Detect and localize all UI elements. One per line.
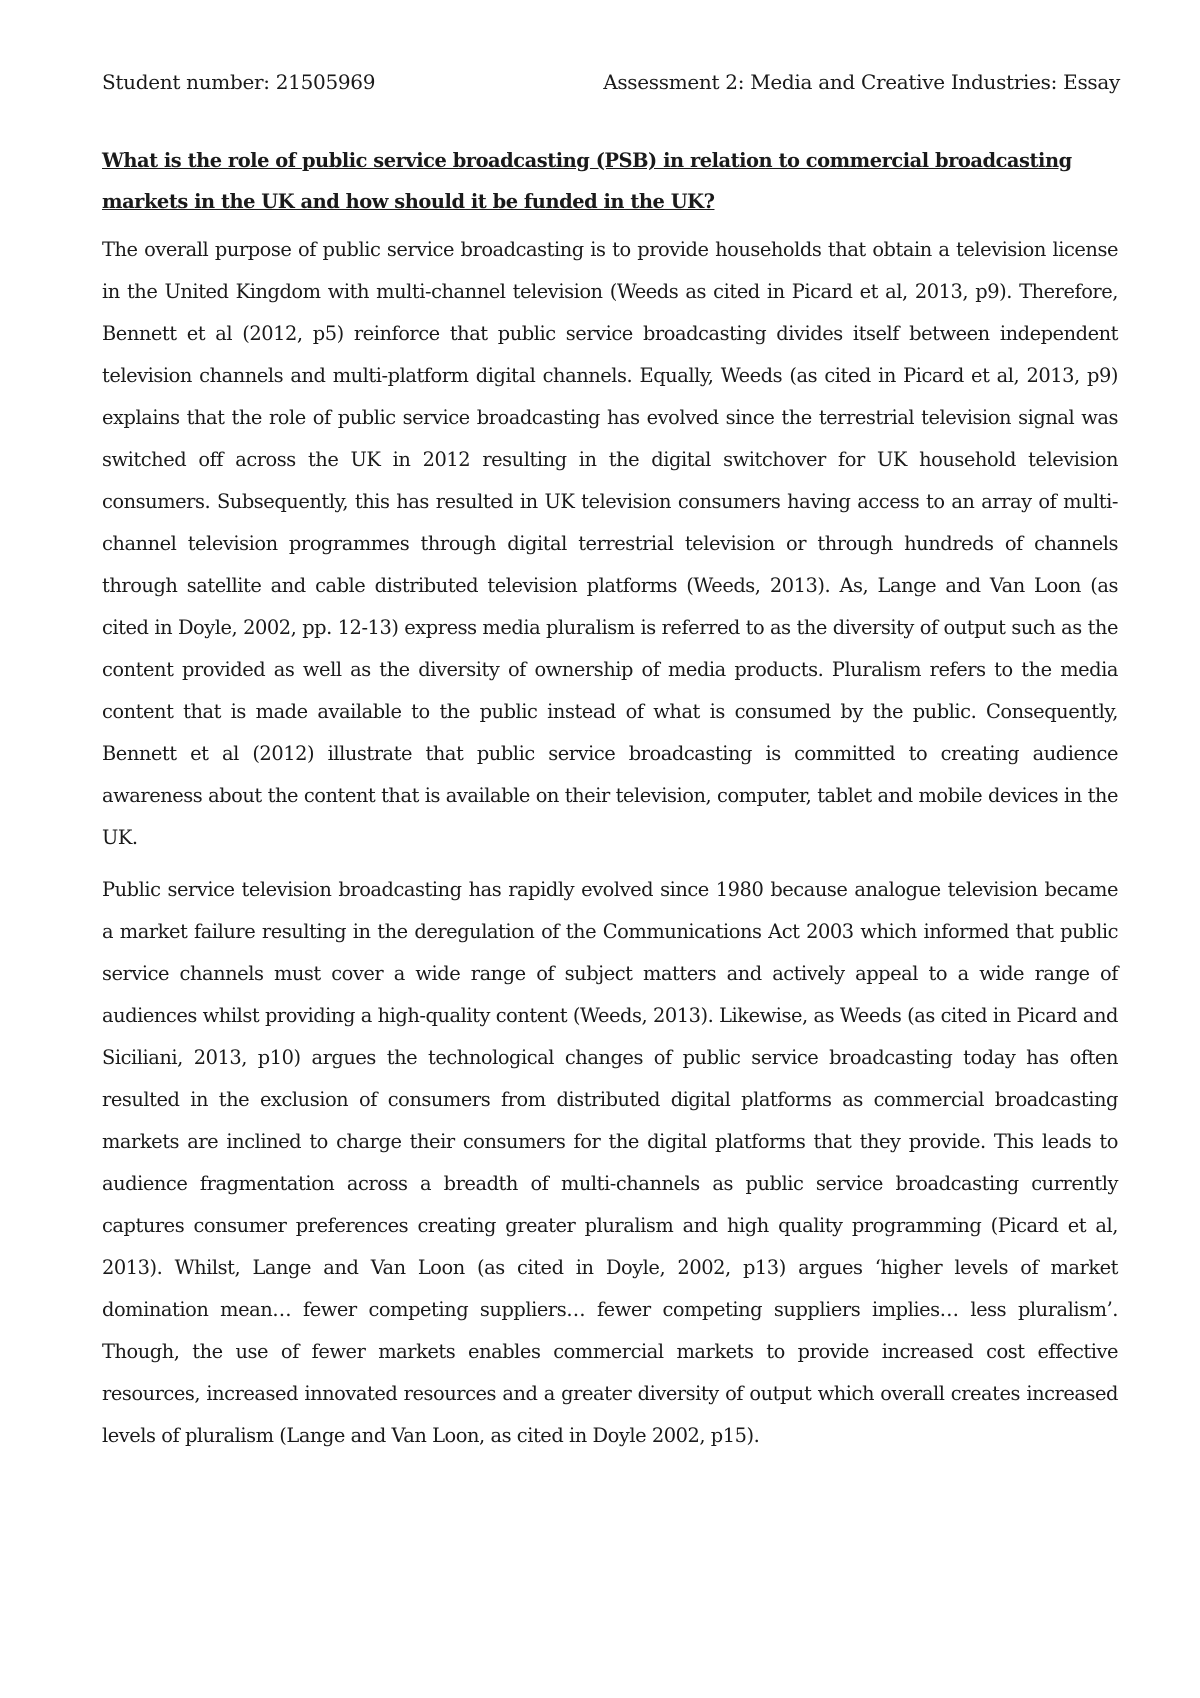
assessment-title: Assessment 2: Media and Creative Industries: Essay	[603, 70, 1120, 94]
paragraph-2: Public service television broadcasting has rapidly evolved since 1980 because analogue television became a market failure resulting in the deregulation of the Communications Act 2003 which informed that public service channels must cover a wide range of subject matters and actively appeal to a wide range of audiences whilst providing a high-quality content (Weeds, 2013). Likewise, as Weeds (as cited in Picard and Siciliani, 2013, p10) argues the technological changes of public service broadcasting today has often resulted in the exclusion of consumers from distributed digital platforms as commercial broadcasting markets are inclined to charge their consumers for the digital platforms that they provide. This leads to audience fragmentation across a breadth of multi-channels as public service broadcasting currently captures consumer preferences creating greater pluralism and high quality programming (Picard et al, 2013). Whilst, Lange and Van Loon (as cited in Doyle, 2002, p13) argues ‘higher levels of market domination mean… fewer competing suppliers… fewer competing suppliers implies… less pluralism’. Though, the use of fewer markets enables commercial markets to provide increased cost effective resources, increased innovated resources and a greater diversity of output which overall creates increased levels of pluralism (Lange and Van Loon, as cited in Doyle 2002, p15).	[102, 878, 1118, 1447]
paragraph-1: The overall purpose of public service broadcasting is to provide households that obtain a television license in the United Kingdom with multi-channel television (Weeds as cited in Picard et al, 2013, p9). Therefore, Bennett et al (2012, p5) reinforce that public service broadcasting divides itself between independent television channels and multi-platform digital channels. Equally, Weeds (as cited in Picard et al, 2013, p9) explains that the role of public service broadcasting has evolved since the terrestrial television signal was switched off across the UK in 2012 resulting in the digital switchover for UK household television consumers. Subsequently, this has resulted in UK television consumers having access to an array of multi-channel television programmes through digital terrestrial television or through hundreds of channels through satellite and cable distributed television platforms (Weeds, 2013). As, Lange and Van Loon (as cited in Doyle, 2002, pp. 12-13) express media pluralism is referred to as the diversity of output such as the content provided as well as the diversity of ownership of media products. Pluralism refers to the media content that is made available to the public instead of what is consumed by the public. Consequently, Bennett et al (2012) illustrate that public service broadcasting is committed to creating audience awareness about the content that is available on their television, computer, tablet and mobile devices in the UK.	[102, 238, 1118, 849]
document-body	[102, 140, 1118, 1467]
essay-title: What is the role of public service broadcasting (PSB) in relation to commercial broadcasting markets in the UK and how should it be funded in the UK?	[102, 149, 1072, 213]
page-header	[102, 70, 1120, 94]
student-number: Student number: 21505969	[102, 70, 376, 94]
